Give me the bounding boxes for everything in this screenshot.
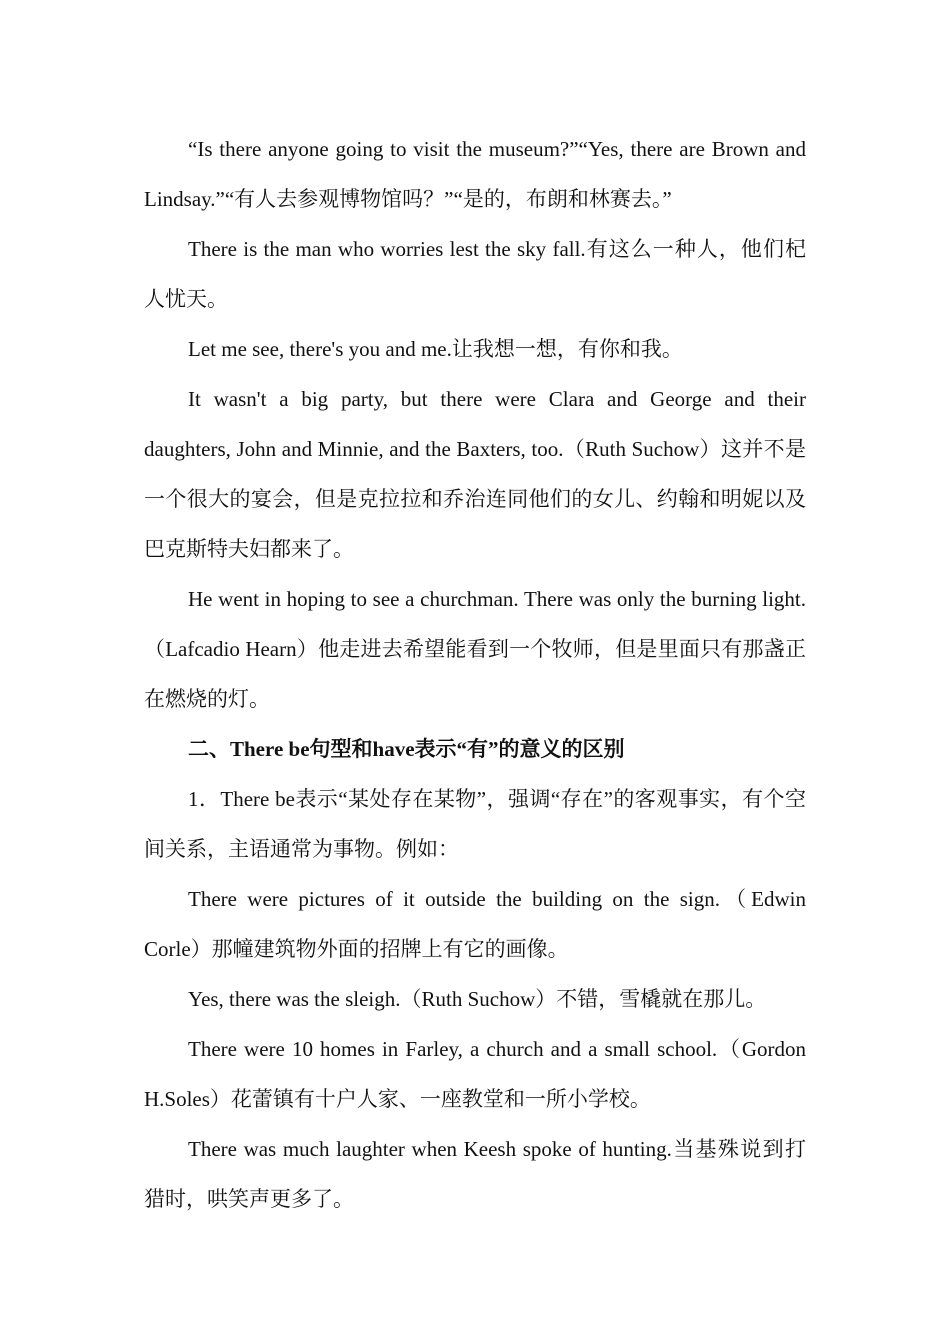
example-farley: There were 10 homes in Farley, a church and a small school.（Gordon H.Soles）花蕾镇有十户人家、一座教堂和一所小学校。 [144, 1037, 806, 1111]
paragraph-you-and-me: Let me see, there's you and me.让我想一想，有你和我。 [188, 337, 683, 361]
document-page [144, 124, 806, 1224]
paragraph-party: It wasn't a big party, but there were Clara and George and their daughters, John and Minnie, and the Baxters, too.（Ruth Suchow）这并不是一个很大的宴会，但是克拉拉和乔治连同他们的女儿、约翰和明妮以及巴克斯特夫妇都来了。 [144, 387, 806, 561]
section-heading: 二、There be句型和have表示“有”的意义的区别 [188, 737, 625, 761]
paragraph-churchman: He went in hoping to see a churchman. There was only the burning light.（Lafcadio Hearn）他走进去希望能看到一个牧师，但是里面只有那盏正在燃烧的灯。 [144, 587, 806, 711]
paragraph-museum: “Is there anyone going to visit the museum?”“Yes, there are Brown and Lindsay.”“有人去参观博物馆吗？”“是的，布朗和林赛去。” [144, 137, 806, 211]
example-sign: There were pictures of it outside the building on the sign.（Edwin Corle）那幢建筑物外面的招牌上有它的画像。 [144, 887, 806, 961]
point-1: 1．There be表示“某处存在某物”，强调“存在”的客观事实，有个空间关系，主语通常为事物。例如： [144, 787, 806, 861]
example-hunting: There was much laughter when Keesh spoke of hunting.当基殊说到打猎时，哄笑声更多了。 [144, 1137, 806, 1211]
example-sleigh: Yes, there was the sleigh.（Ruth Suchow）不错，雪橇就在那儿。 [188, 987, 767, 1011]
paragraph-sky-fall: There is the man who worries lest the sky fall.有这么一种人，他们杞人忧天。 [144, 237, 806, 311]
